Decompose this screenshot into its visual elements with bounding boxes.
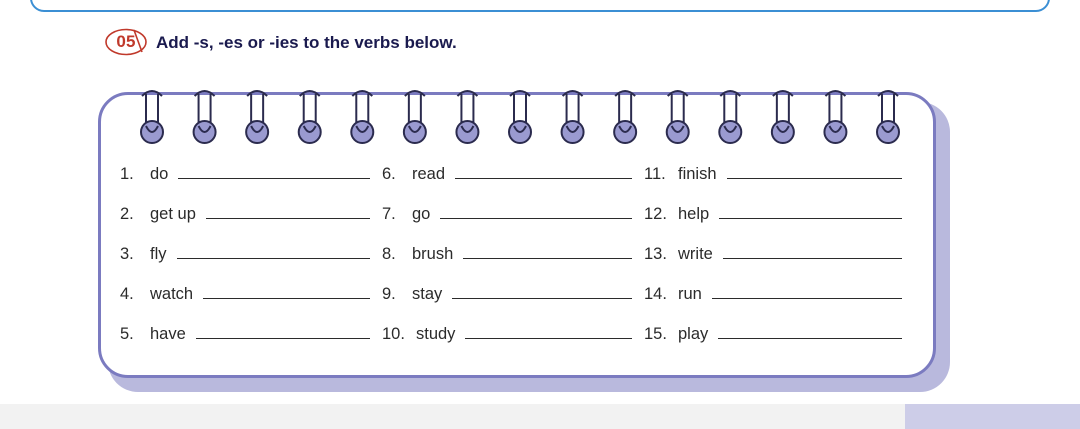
item-verb: finish bbox=[678, 165, 717, 183]
item-index: 14. bbox=[644, 285, 667, 303]
verb-column-3 bbox=[644, 164, 914, 364]
exercise-header bbox=[104, 28, 457, 58]
list-item bbox=[382, 164, 644, 204]
list-item bbox=[644, 284, 914, 324]
answer-blank[interactable] bbox=[455, 164, 632, 179]
answer-blank[interactable] bbox=[718, 324, 902, 339]
list-item bbox=[382, 324, 644, 364]
answer-blank[interactable] bbox=[206, 204, 370, 219]
item-verb: read bbox=[412, 165, 446, 183]
item-index: 4. bbox=[120, 285, 134, 303]
answer-blank[interactable] bbox=[719, 204, 902, 219]
list-item bbox=[644, 244, 914, 284]
item-index: 3. bbox=[120, 245, 134, 263]
item-verb: write bbox=[678, 245, 713, 263]
verb-column-2 bbox=[382, 164, 644, 364]
list-item bbox=[644, 204, 914, 244]
item-index: 12. bbox=[644, 205, 667, 223]
item-verb: brush bbox=[412, 245, 454, 263]
item-verb: help bbox=[678, 205, 710, 223]
item-index: 2. bbox=[120, 205, 134, 223]
list-item bbox=[382, 244, 644, 284]
item-index: 1. bbox=[120, 165, 134, 183]
item-verb: play bbox=[678, 325, 709, 343]
item-verb: watch bbox=[150, 285, 194, 303]
verb-column-1 bbox=[120, 164, 382, 364]
item-verb: do bbox=[150, 165, 169, 183]
answer-blank[interactable] bbox=[452, 284, 632, 299]
item-index: 10. bbox=[382, 325, 405, 343]
answer-blank[interactable] bbox=[463, 244, 632, 259]
notepad bbox=[98, 92, 950, 392]
list-item bbox=[382, 204, 644, 244]
item-verb: run bbox=[678, 285, 702, 303]
item-index: 15. bbox=[644, 325, 667, 343]
exercise-number-badge bbox=[104, 28, 148, 58]
item-verb: study bbox=[416, 325, 456, 343]
answer-blank[interactable] bbox=[178, 164, 370, 179]
item-index: 6. bbox=[382, 165, 396, 183]
list-item bbox=[120, 324, 382, 364]
answer-blank[interactable] bbox=[203, 284, 370, 299]
item-verb: fly bbox=[150, 245, 167, 263]
list-item bbox=[120, 244, 382, 284]
list-item bbox=[644, 324, 914, 364]
list-item bbox=[120, 284, 382, 324]
list-item bbox=[120, 164, 382, 204]
verb-list bbox=[120, 164, 920, 364]
answer-blank[interactable] bbox=[465, 324, 632, 339]
item-verb: stay bbox=[412, 285, 443, 303]
item-index: 9. bbox=[382, 285, 396, 303]
list-item bbox=[120, 204, 382, 244]
item-index: 13. bbox=[644, 245, 667, 263]
item-index: 11. bbox=[644, 165, 666, 183]
item-index: 5. bbox=[120, 325, 134, 343]
bottom-right-chip bbox=[905, 404, 1080, 429]
answer-blank[interactable] bbox=[177, 244, 371, 259]
answer-blank[interactable] bbox=[440, 204, 632, 219]
page-top-border-box bbox=[30, 0, 1050, 12]
list-item bbox=[382, 284, 644, 324]
item-verb: go bbox=[412, 205, 431, 223]
exercise-number: 05 bbox=[116, 32, 136, 51]
item-index: 8. bbox=[382, 245, 396, 263]
answer-blank[interactable] bbox=[727, 164, 902, 179]
answer-blank[interactable] bbox=[196, 324, 370, 339]
exercise-title: Add -s, -es or -ies to the verbs below. bbox=[156, 33, 457, 52]
item-verb: get up bbox=[150, 205, 196, 223]
list-item bbox=[644, 164, 914, 204]
item-verb: have bbox=[150, 325, 186, 343]
answer-blank[interactable] bbox=[712, 284, 902, 299]
answer-blank[interactable] bbox=[723, 244, 902, 259]
item-index: 7. bbox=[382, 205, 396, 223]
